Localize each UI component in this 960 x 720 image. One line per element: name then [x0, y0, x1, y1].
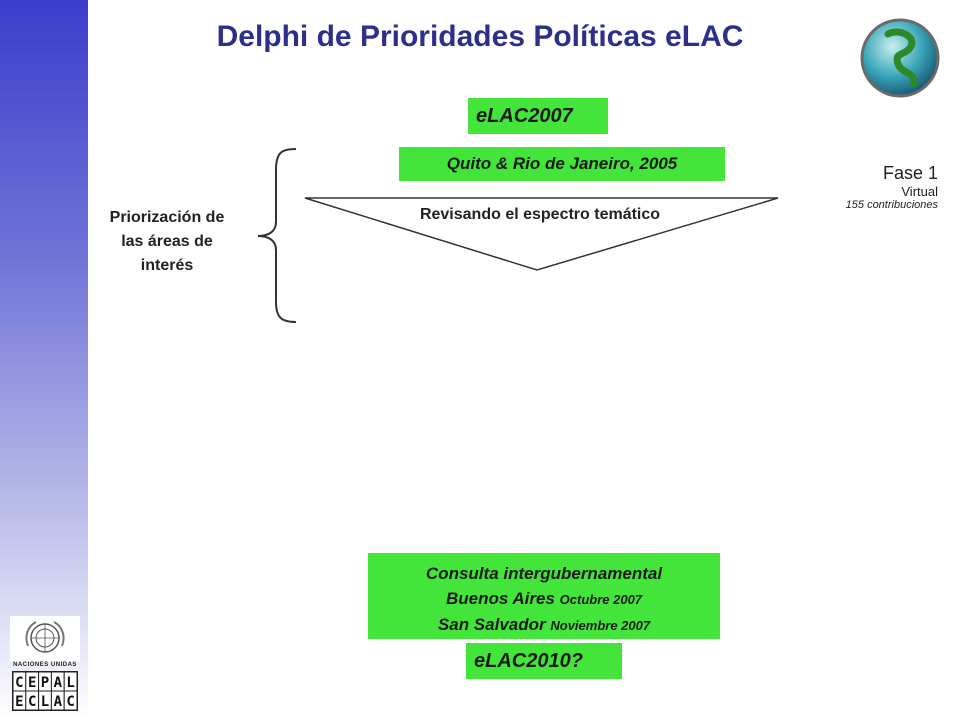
consulta-line-1 [368, 586, 720, 612]
consulta-title: Consulta intergubernamental [425, 564, 663, 583]
eclac-letter: A [53, 694, 63, 710]
eclac-letter: L [40, 694, 50, 710]
funnel-label: Revisando el espectro temático [419, 206, 661, 223]
priorizacion-line-1: Priorización de [109, 209, 225, 226]
phase-info [846, 163, 938, 211]
phase-subtitle: Virtual [901, 184, 938, 199]
eclac-letter: C [66, 694, 75, 710]
cepal-eclac-logo-icon [12, 671, 78, 711]
un-label: NACIONES UNIDAS [13, 662, 77, 668]
consulta-line-2-small: Noviembre 2007 [550, 618, 651, 633]
cepal-letter: C [15, 675, 24, 691]
cepal-letter: A [53, 675, 63, 691]
quito-rio-box: Quito & Rio de Janeiro, 2005 [399, 147, 725, 181]
phase-title: Fase 1 [882, 163, 938, 183]
cepal-letter: E [27, 675, 37, 691]
eclac-letter: C [27, 694, 37, 710]
priorizacion-label [86, 206, 248, 278]
un-emblem-icon [10, 616, 80, 662]
left-brace [258, 149, 296, 322]
page-title: Delphi de Prioridades Políticas eLAC [216, 20, 744, 53]
priorizacion-line-3: interés [140, 257, 194, 274]
consulta-line-2 [368, 612, 720, 638]
consulta-line-1-small: Octubre 2007 [559, 592, 643, 607]
cepal-letter: P [40, 675, 50, 691]
consulta-line-2-main: San Salvador [437, 615, 546, 634]
elac2007-box: eLAC2007 [468, 98, 608, 134]
eclac-letter: E [15, 694, 24, 710]
phase-note: 155 contribuciones [845, 199, 938, 211]
cepal-letter: L [66, 675, 75, 691]
consulta-line-1-main: Buenos Aires [445, 589, 555, 608]
elac2010-box: eLAC2010? [466, 643, 622, 679]
priorizacion-line-2: las áreas de [121, 233, 213, 250]
consulta-box [368, 553, 720, 639]
